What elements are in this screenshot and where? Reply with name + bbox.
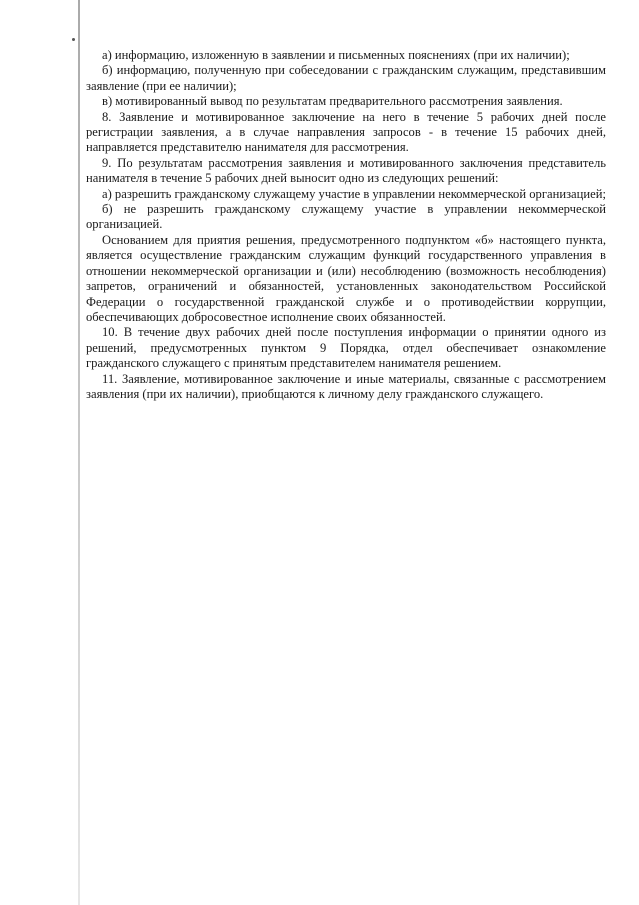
- paragraph-item-a-info-statement: а) информацию, изложенную в заявлении и письменных пояснениях (при их наличии);: [102, 48, 570, 62]
- paragraph-point-8: 8. Заявление и мотивированное заключение на него в течение 5 рабочих дней после регистрации заявления, а в случае направления запросов - в течение 15 рабочих дней, направляется представителю нанимателя для рассмотрения.: [86, 109, 606, 155]
- scan-margin-line: [78, 0, 80, 905]
- paragraph-point-9: 9. По результатам рассмотрения заявления и мотивированного заключения представитель нанимателя в течение 5 рабочих дней выносит одно из следующих решений:: [86, 155, 606, 186]
- paragraph-point-11: 11. Заявление, мотивированное заключение и иные материалы, связанные с рассмотрением заявления (при их наличии), приобщаются к личному делу гражданского служащего.: [86, 371, 606, 401]
- paragraph-decision-allow: а) разрешить гражданскому служащему участие в управлении некоммерческой организацией;: [102, 186, 606, 201]
- scan-speck: [72, 38, 75, 41]
- document-body: [86, 48, 606, 402]
- paragraph-grounds-for-decision: Основанием для приятия решения, предусмотренного подпунктом «б» настоящего пункта, является осуществление гражданским служащим функций государственного управления в отношении некоммерческой организации и (или) несоблюдению (возможность несоблюдения) запретов, ограничений и обязанностей, установленных законодательством Российской Федерации о государственной гражданской службе и о противодействии коррупции, обеспечивающих добросовестное исполнение своих обязанностей.: [86, 232, 606, 324]
- paragraph-item-b-info-interview: б) информацию, полученную при собеседовании с гражданским служащим, представившим заявление (при ее наличии);: [86, 63, 606, 93]
- paragraph-item-v-motivated-conclusion: в) мотивированный вывод по результатам предварительного рассмотрения заявления.: [102, 94, 563, 109]
- paragraph-decision-deny: б) не разрешить гражданскому служащему участие в управлении некоммерческой организацией.: [86, 202, 606, 232]
- paragraph-point-10: 10. В течение двух рабочих дней после поступления информации о принятии одного из решений, предусмотренных пунктом 9 Порядка, отдел обеспечивает ознакомление гражданского служащего с принятым представителем нанимателя решением.: [86, 325, 606, 371]
